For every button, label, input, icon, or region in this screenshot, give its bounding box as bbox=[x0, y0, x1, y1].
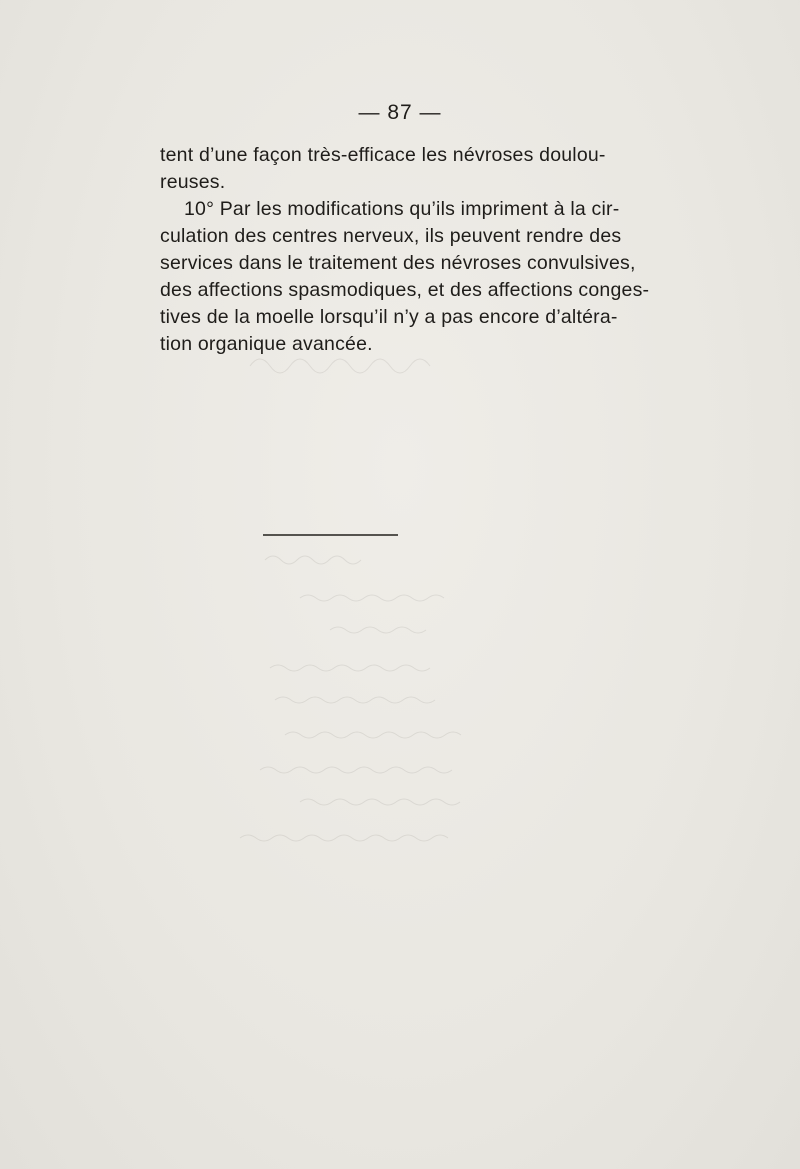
text-line: tion organique avancée. bbox=[160, 333, 373, 355]
faint-rule bbox=[263, 534, 398, 536]
text-line: tives de la moelle lorsqu’il n’y a pas encore d’altéra- bbox=[160, 306, 618, 328]
paragraph-item-10 bbox=[160, 196, 650, 358]
text-line: culation des centres nerveux, ils peuvent rendre des bbox=[160, 225, 622, 247]
paragraph-continuation bbox=[160, 142, 604, 196]
text-line: tent d’une façon très-efficace les névroses doulou- bbox=[160, 144, 606, 166]
page-number: — 87 — bbox=[358, 101, 442, 124]
text-line: des affections spasmodiques, et des affections conges- bbox=[160, 279, 650, 301]
text-line: reuses. bbox=[160, 171, 226, 193]
text-line: 10° Par les modifications qu’ils impriment à la cir- bbox=[184, 198, 620, 220]
body-text bbox=[160, 142, 650, 358]
text-line: services dans le traitement des névroses convulsives, bbox=[160, 252, 636, 274]
